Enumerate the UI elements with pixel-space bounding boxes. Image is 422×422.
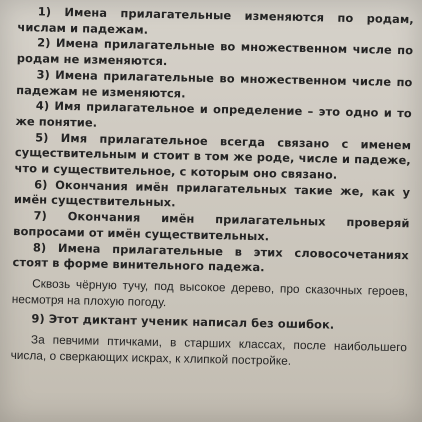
exercise-text bbox=[10, 4, 413, 372]
example-phrases-1: Сквозь чёрную тучу, под высокое дерево, про сказочных героев, несмотря на плохую погоду. bbox=[11, 276, 409, 310]
example-phrases-2: За певчими птичками, в старших классах, после наибольшего числа, о сверкающих искрах, к хлипкой постройке. bbox=[10, 332, 408, 369]
statement-1: 1) Имена прилагательные изменяются по родам, числам и падежам. bbox=[17, 4, 414, 37]
statement-3: 3) Имена прилагательные во множественном числе по падежам не изменяются. bbox=[16, 67, 413, 101]
statement-7: 7) Окончания имён прилагательных проверяй вопросами от имён существительных. bbox=[13, 208, 410, 244]
statement-9: 9) Этот диктант ученик написал без ошибок. bbox=[31, 311, 335, 333]
statement-5: 5) Имя прилагательное всегда связано с именем существительным и стоит в том же роде, числе и падеже, что и существительное, с которым оно связано. bbox=[14, 130, 412, 182]
statement-2: 2) Имена прилагательные во множественном числе по родам не изменяются. bbox=[16, 35, 414, 69]
statement-4: 4) Имя прилагательное и определение – это одно и то же понятие. bbox=[15, 98, 412, 130]
statement-8: 8) Имена прилагательные в этих словосочетаниях стоят в форме винительного падежа. bbox=[12, 239, 409, 275]
statement-6: 6) Окончания имён прилагательных такие же, как у имён существительных. bbox=[13, 177, 411, 210]
